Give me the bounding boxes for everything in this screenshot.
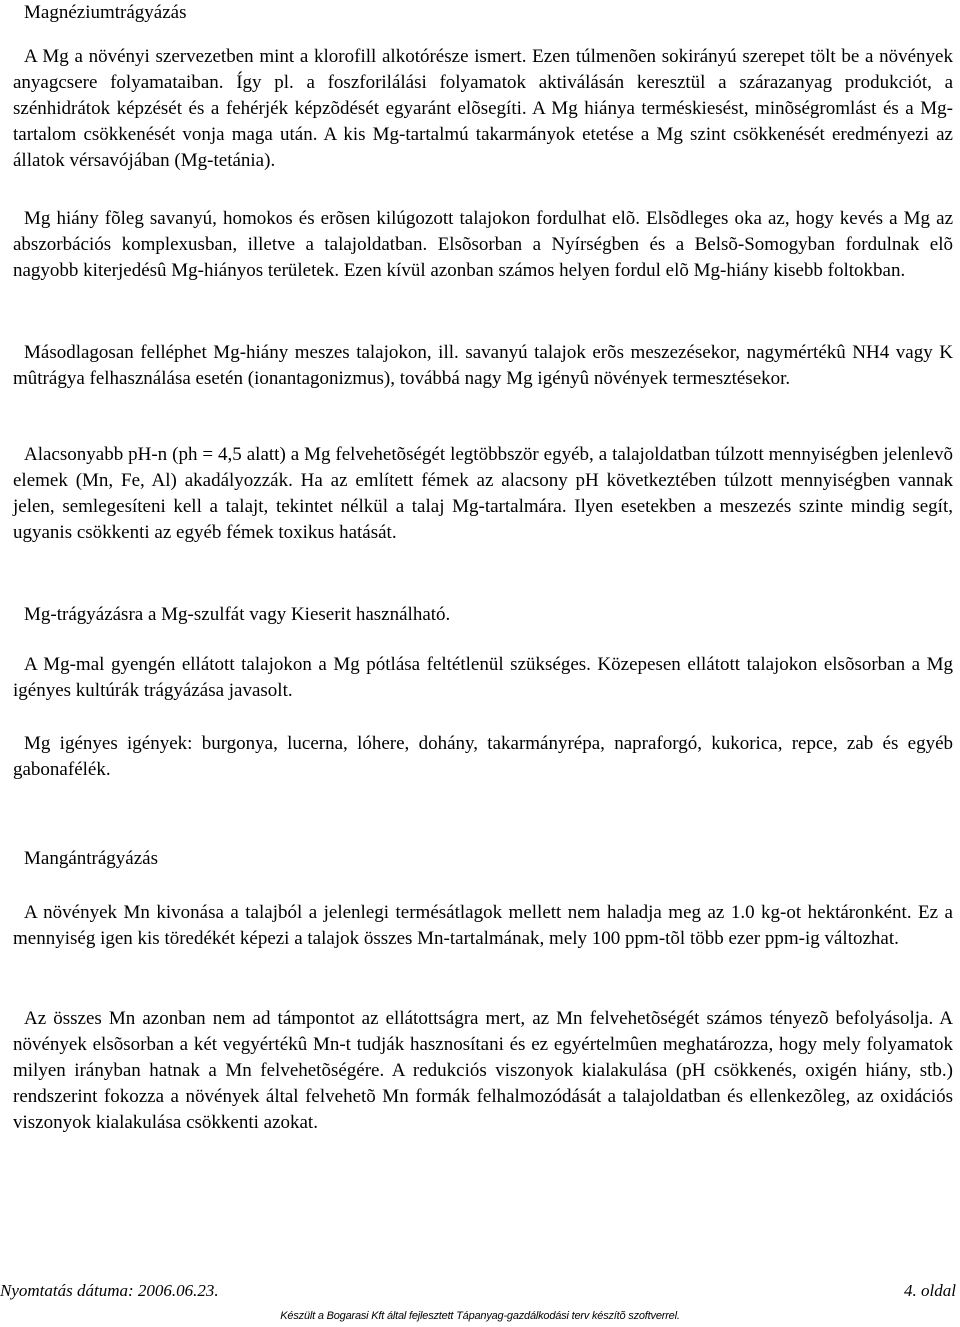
paragraph-mg-demanding-crops: Mg igényes igények: burgonya, lucerna, lóhere, dohány, takarmányrépa, napraforgó, kukorica, repce, zab és egyéb gabonafélék. — [13, 733, 953, 780]
section-heading-manganese: Mangántrágyázás — [24, 848, 158, 869]
paragraph-mg-low-ph: Alacsonyabb pH-n (ph = 4,5 alatt) a Mg felvehetõségét legtöbbször egyéb, a talajoldatban túlzott mennyiségben jelenlevõ elemek (Mn, Fe, Al) akadályozzák. Ha az említett fémek az alacsony pH következtében túlzott mennyiségben vannak jelen, semlegesíteni kell a talajt, tekintet nélkül a talaj Mg-tartalmára. Ilyen esetekben a meszezés szinte mindig segít, ugyanis csökkenti az egyéb fémek toxikus hatását. — [13, 444, 953, 543]
paragraph-mg-supply: A Mg-mal gyengén ellátott talajokon a Mg pótlása feltétlenül szükséges. Közepesen ellátott talajokon elsõsorban a Mg igényes kultúrák trágyázása javasolt. — [13, 654, 953, 701]
paragraph-mn-availability: Az összes Mn azonban nem ad támpontot az ellátottságra mert, az Mn felvehetõségét számos tényezõ befolyásolja. A növények elsõsorban a két vegyértékû Mn-t tudják hasznosítani és ez egyértelmûen meghatározza, hogy mely folyamatok milyen irányban hatnak a Mn felvehetõségére. A redukciós viszonyok kialakulása (pH csökkenés, oxigén hiány, stb.) rendszerint fokozza a növények által felvehetõ Mn formák felhalmozódását a talajoldatban és ellenkezõleg, az oxidációs viszonyok kialakulása csökkenti azokat. — [13, 1008, 953, 1133]
page-number: 4. oldal — [904, 1281, 956, 1300]
paragraph-mg-secondary-deficiency: Másodlagosan felléphet Mg-hiány meszes talajokon, ill. savanyú talajok erõs meszezésekor, nagymértékû NH4 vagy K mûtrágya felhasználása esetén (ionantagonizmus), továbbá nagy Mg igényû növények termesztésekor. — [13, 342, 953, 389]
paragraph-mn-uptake: A növények Mn kivonása a talajból a jelenlegi termésátlagok mellett nem haladja meg az 1.0 kg-ot hektáronként. Ez a mennyiség igen kis töredékét képezi a talajok összes Mn-tartalmának, mely 100 ppm-tõl több ezer ppm-ig változhat. — [13, 902, 953, 949]
paragraph-mg-fertilizers: Mg-trágyázásra a Mg-szulfát vagy Kieserit használható. — [24, 604, 451, 625]
paragraph-mg-role: A Mg a növényi szervezetben mint a klorofill alkotórésze ismert. Ezen túlmenõen sokirányú szerepet tölt be a növények anyagcsere folyamataiban. Így pl. a foszforilálási folyamatok aktiválásán keresztül a szárazanyag produkciót, a szénhidrátok képzését és a fehérjék képzõdését egyaránt elõsegíti. A Mg hiánya terméskiesést, minõségromlást és a Mg-tartalom csökkenését vonja maga után. A kis Mg-tartalmú takarmányok etetése a Mg szint csökkenését eredményezi az állatok vérsavójában (Mg-tetánia). — [13, 46, 953, 171]
section-heading-magnesium: Magnéziumtrágyázás — [24, 2, 187, 23]
paragraph-mg-deficiency-soils: Mg hiány fõleg savanyú, homokos és erõsen kilúgozott talajokon fordulhat elõ. Elsõdleges oka az, hogy kevés a Mg az abszorbációs komplexusban, illetve a talajoldatban. Elsõsorban a Nyírségben és a Belsõ-Somogyban fordulnak elõ nagyobb kiterjedésû Mg-hiányos területek. Ezen kívül azonban számos helyen fordul elõ Mg-hiány kisebb foltokban. — [13, 208, 953, 281]
software-credit: Készült a Bogarasi Kft által fejlesztett Tápanyag-gazdálkodási terv készítõ szoftverrel. — [280, 1310, 680, 1322]
print-date: Nyomtatás dátuma: 2006.06.23. — [0, 1281, 219, 1300]
